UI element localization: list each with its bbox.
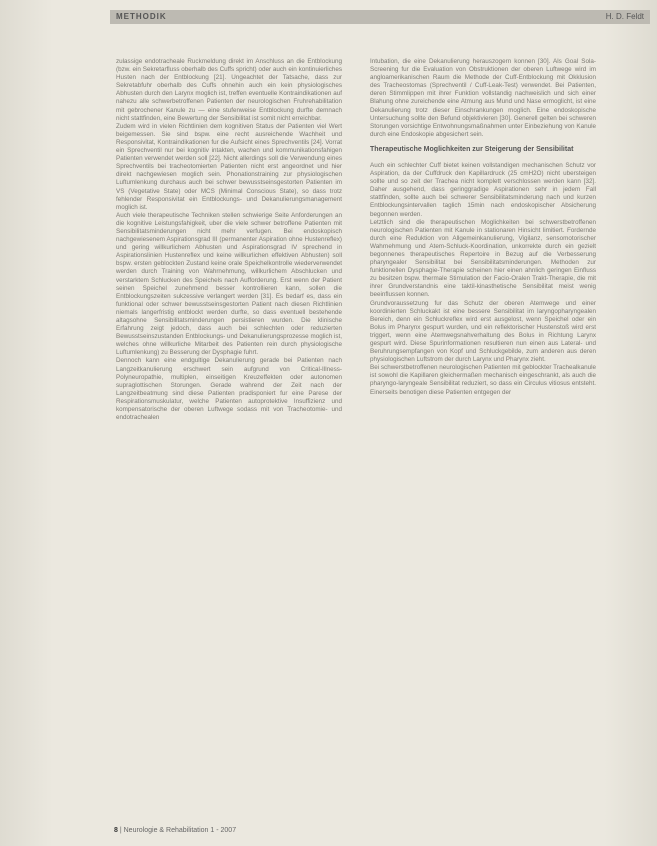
page-number: 8 (114, 827, 118, 834)
paragraph: Auch ein schlechter Cuff bietet keinen vollstandigen mechanischen Schutz vor Aspiration, da der Cuffdruck den Kapillardruck (25 cmH2O) nicht ubersteigen sollte und so zeit der Trachea nicht komplett verschlossen werden kann [32]. Daher ausgehend, dass geringgradige Aspirationen sehr in jedem Fall stattfinden, sollte auch bei schwerer Sensibilitatsminderung nach und kurzen Entblockungsintervallen taglich 15min nach endoskopischer Absicherung begonnen werden. (370, 161, 596, 218)
right-column (370, 58, 596, 397)
section-heading: Therapeutische Moglichkeiten zur Steigerung der Sensibilitat (370, 145, 574, 153)
paragraph: Zudem wird in vielen Richtlinien dem kognitiven Status der Patienten viel Wert beigemessen. Sie sind bspw. eine recht ausreichende Wachheit und Responsivitat, Kontraindikationen fur die Aufsicht eines Sprechventils [24]. Vorrat ein Sprechventil nur bei kognitiv intakten, wachen und kommunikationsfahigen Patienten verwendet werden soll [22]. Nicht allerdings soll die Verwendung eines Sprechventils bei tracheotomierten Patienten nicht erst angeordnet und hier direkt nachgewiesen moglich sein. Phonationstraining zur physiologischen Luftumlenkung durchaus auch bei schwer bewusstseinsgestorten Patienten im VS (Vegetative State) oder MCS (Minimal Conscious State), so dass trotz fehlender Responsivitat ein Entblockungs- und Dekanulierungsmanagement moglich ist. (116, 122, 342, 211)
paragraph: Intubation, die eine Dekanulierung herauszogern konnen [30]. Als Goal Sola-Screening fur die Evaluation von Obstruktionen der oberen Luftwege wird im angloamerikanischen Raum die Methode der Cuff-Entblockung mit Okklusion des Tracheostomas (Sprechventil / Cuff-Leak-Test) verwendet. Bei Patienten, deren Stimmlippen mit ihrer Funktion vollstandig nachweislich und sich einer Blahung ohne zureichende eine Atmung aus Mund und Nase ermoglicht, ist eine Dekanulierung trotz dieser Einschrankungen moglich. Eine endoskopische Untersuchung sollte den Befund objektivieren [30]. Generell gelten bei schweren Storungen vorsichtige Entwohnungsmaßnahmen unter Einbeziehung von Kanule durch eine Endoskopie abgesichert sein. (370, 58, 596, 138)
paragraph: Grundvoraussetzung fur das Schutz der oberen Atemwege und einer koordinierten Schluckakt ist eine bessere Sensibilitat im laryngopharyngealen Bereich, denn ein Schluckreflex wird erst ausgelost, wenn Speichel oder ein Bolus im Pharynx gespurt wurden, und ein reflektorischer Hustenstoß wird erst triggert, wenn eine Atemwegsnahverhaltung des Bolus in Richtung Larynx gespurt wird. Diese Spurinformationen resultieren nun einen aus Lateral- und Beruhrungsempfangen von Kopf und Schluckgebilde, zum anderen aus deren physiologischen Luftstrom der durch Larynx und Pharynx zieht. (370, 299, 596, 364)
paragraph: Dennoch kann eine endgultige Dekanulierung gerade bei Patienten nach Langzeitkanulierung erschwert sein aufgrund von Critical-Illness-Polyneuropathie, multiplen, einseitigen Kreuzeffekten oder autonomen supraglottischen Storungen. Gerade wahrend der Zeit nach der Langzeitbeatmung sind diese Patienten pradisponiert fur eine Parese der Respirationsmuskulatur, welche Patienten autoprotektive Insuffizienz und kompensatorische der oberen Luftwege sodass mit von Tracheotomie- und endotrachealen (116, 357, 342, 422)
page-footer (114, 827, 236, 834)
section-label: METHODIK (116, 12, 167, 21)
paragraph: Auch viele therapeutische Techniken stellen schwierige Seite Anforderungen an die kognitive Leistungsfahigkeit, uber die viele schwer betroffene Patienten mit Sensibilitatsminderungen nicht mehr verfugen. Bei endoskopisch nachgewiesenem Aspirationsgrad III (permanenter Aspiration ohne Hustenreflex) und gering willkurlichem Abhusten und Aspirationsgrad IV sprechend in Aspirationslinien Hustenreflex und keine willkurlichen effektiven Abhusten) soll bspw. ersten geblockten Zustand keine orale Speichelkontrolle wiederverwendet werden durch Training von Wahrnehmung, willkurlichem Abschlucken und verstarktem Schlucken des Speichels nach Aufforderung. Erst wenn der Patient seinen Speichel zunehmend besser kontrollieren kann, sollen die Entblockungszeiten sukzessive verlangert werden [31]. Es bedarf es, dass ein funktional oder schwer bewusstseinsgestorten Patient nach diesen Richtlinien niemals langerfristig entblockt werden durfte, so dass eventuell bestehende altagsohne Sensibilitatsminderungen persistieren wurden. Die klinische Erfahrung zeigt jedoch, dass auch bei schlechten oder reduzierten Bewusstseinszustanden Entblockungs- und Dekanulierungsprozesse moglich ist, welches ohne willkurliche Mitarbeit des Patienten rein durch physiologische Luftumlenkung) zu Besserung der Dysphagie fuhrt. (116, 211, 342, 357)
running-header (110, 10, 650, 24)
journal-name: | Neurologie & Rehabilitation 1 - 2007 (119, 827, 237, 834)
paragraph: Bei schwerstbetroffenen neurologischen Patienten mit geblockter Trachealkanule ist sowohl die Kapillaren gleichermaßen mechanisch eingeschrankt, als auch die pharyngo-laryngeale Sensibilitat reduziert, so dass ein Circulus vitiosus entsteht. Einerseits benotigen diese Patienten entgegen der (370, 364, 596, 396)
author-label: H. D. Feldt (605, 12, 644, 21)
paragraph: zulassige endotracheale Ruckmeldung direkt im Anschluss an die Entblockung (bzw. ein Sekretarfluss oberhalb des Cuffs spricht) oder auch ein kontinuierliches Husten nach der Entblockung [21]. Ungeachtet der Tatsache, dass zur Sekretabfuhr oberhalb des Cuffs ohnehin auch ein kein physiologisches Abhusten durch den Larynx moglich ist, treffen eventuelle Kontraindikationen auf nahezu alle schwerbetroffenen Patienten der neurologischen Fruhrehabilitation mit gebrochener Kanule zu — eine stufenweise Entblockung durfte demnach nicht stattfinden, eine Bewertung der Sensibilitat ist somit nicht erreichbar. (116, 58, 342, 122)
left-column (116, 58, 342, 422)
paragraph: Letztlich sind die therapeutischen Moglichkeiten bei schwerstbetroffenen neurologischen Patienten mit Kanule in stationaren Hinsicht limitiert. Fordernde durch eine Reduktion von Allgemeinkanulierung, Vigilanz, sensomotorischer Wahrnehmung und Atem-Schluck-Koordination, unkorrekte durch ein gezielt begonnenes therapeutisches Repertoire in Bezug auf die Verbesserung pharyngealer Sensibilitat bei Sensibilitatsminderungen. Methoden zur funktionellen Dysphagie-Therapie scheinen hier einen ahnlich geringen Einfluss zu besitzen bspw. thermale Stimulation der Facio-Oralen Trakt-Therapie, die mit ihrer Grundverstandnis eine taktil-kinasthetische Sensibilitat meist wenig beeinflussen konnen. (370, 218, 596, 299)
